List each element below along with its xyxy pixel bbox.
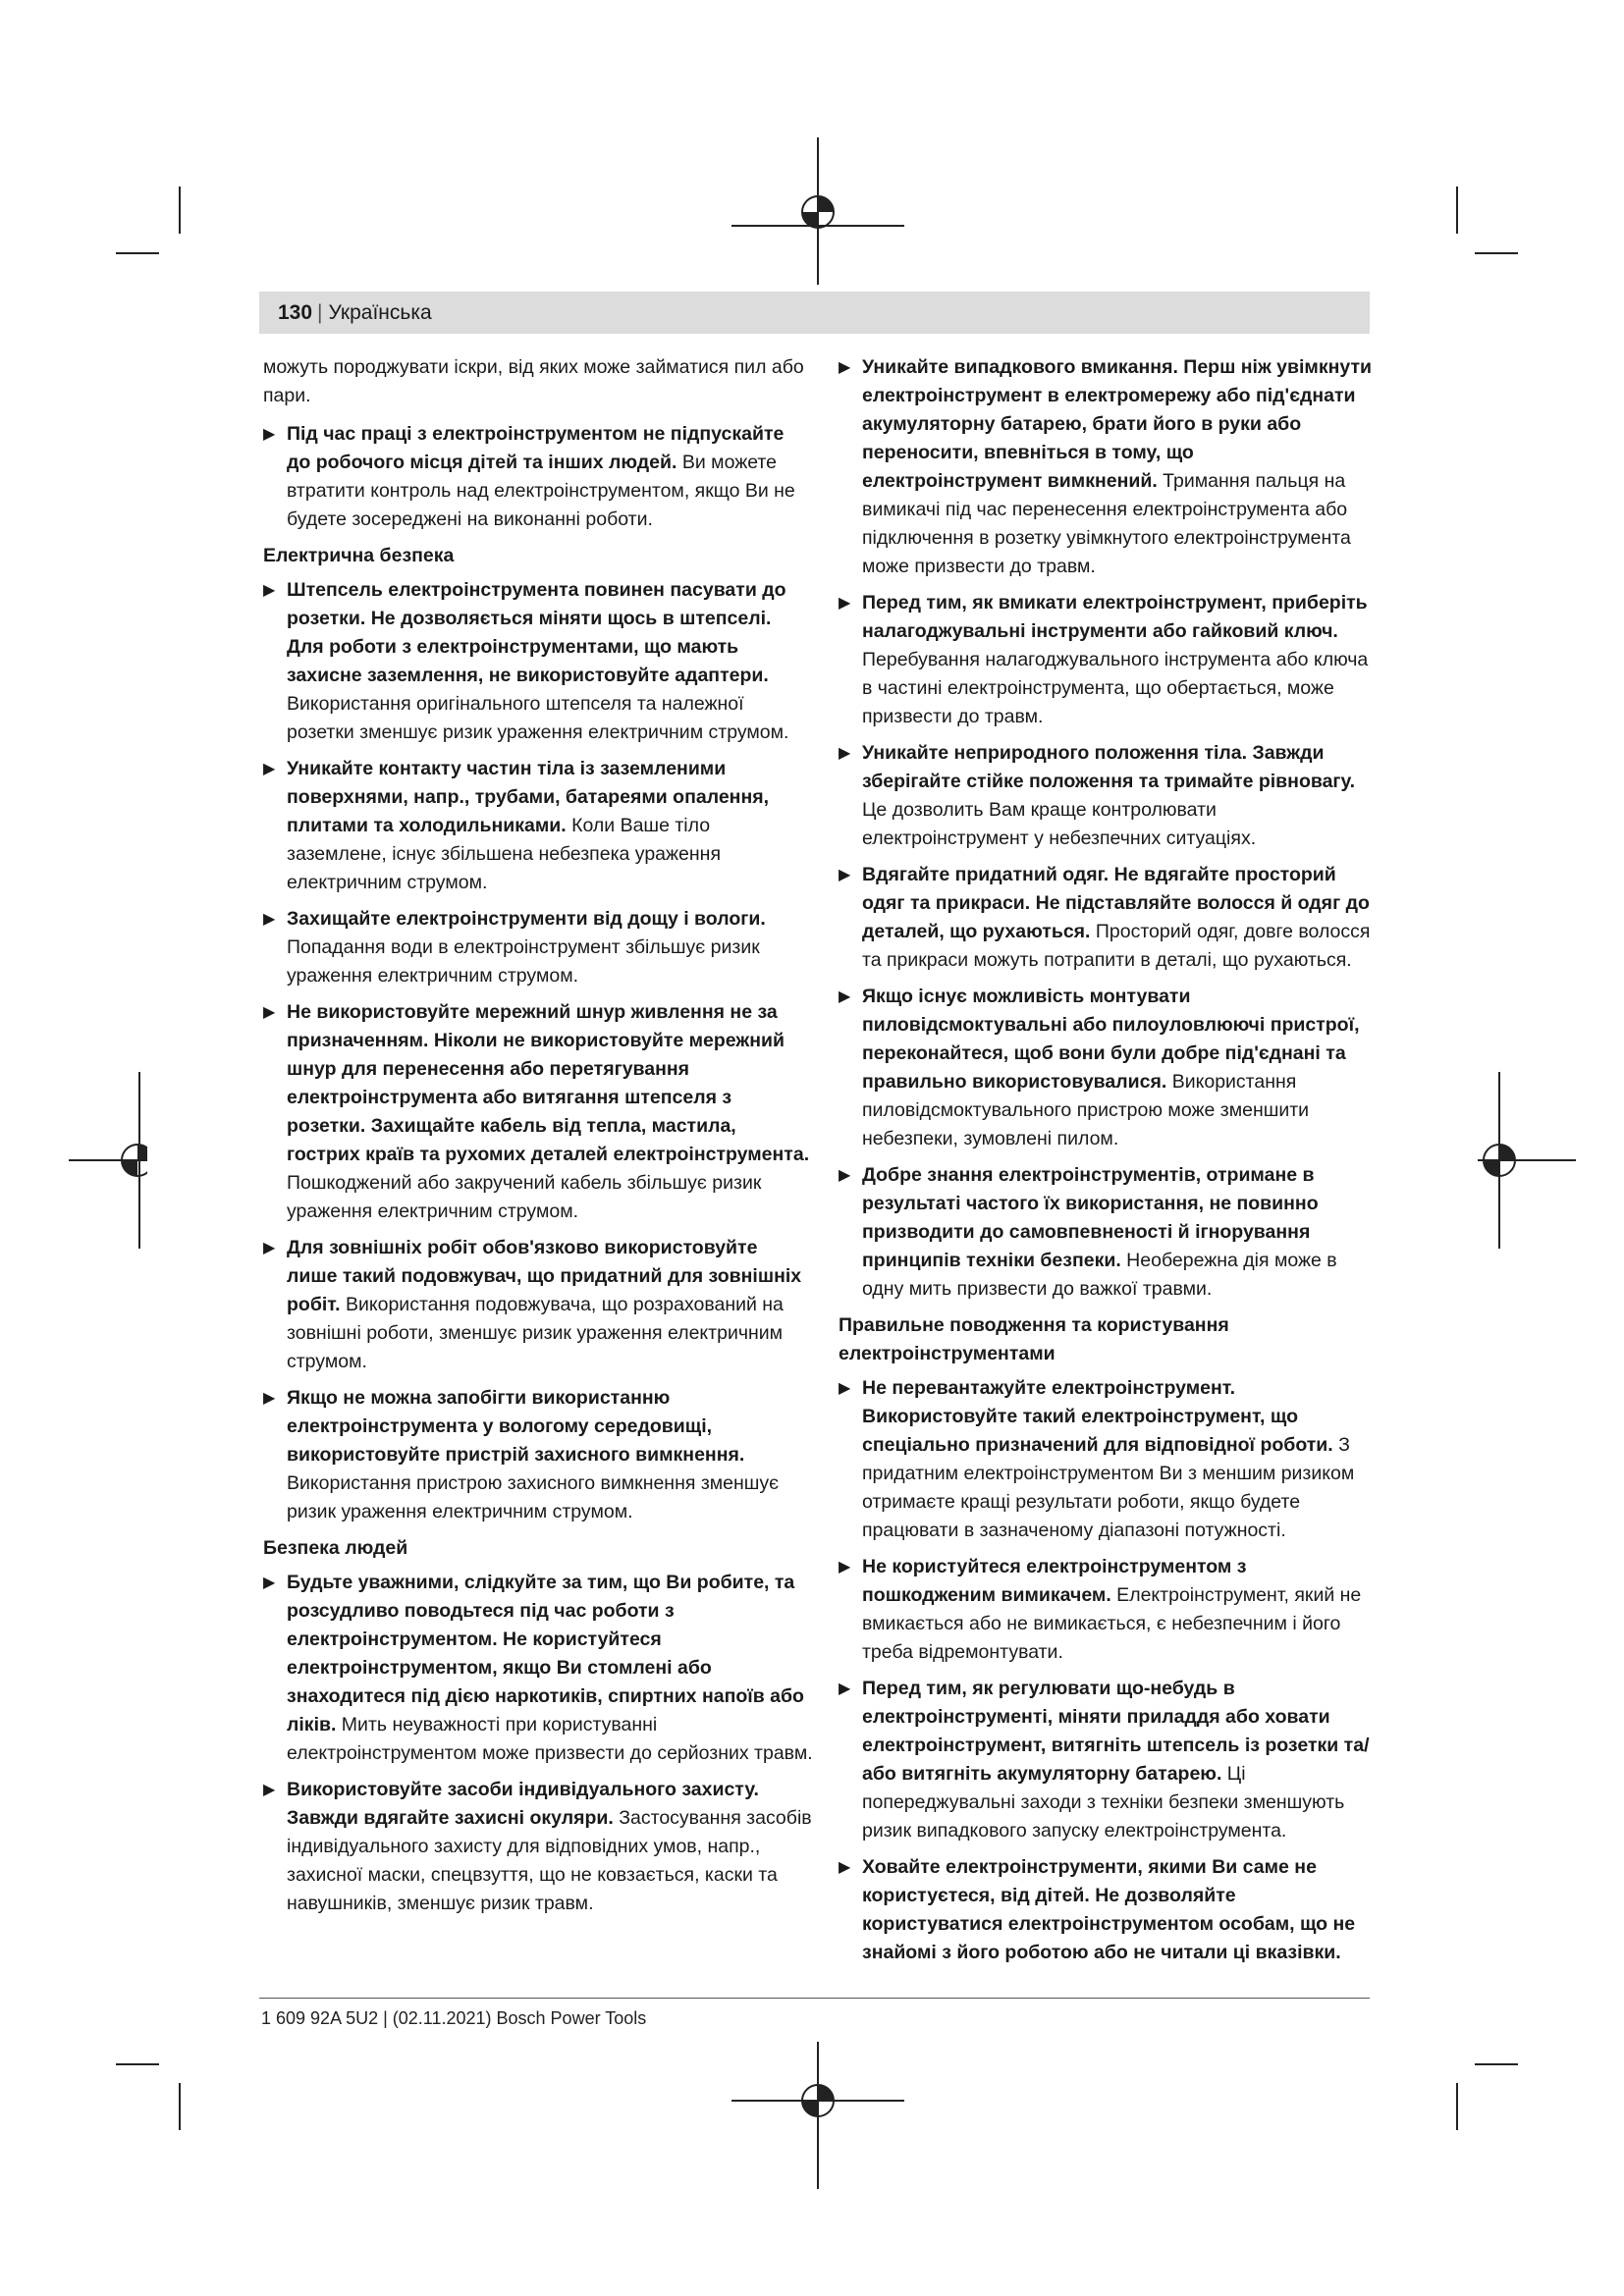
list-item: [263, 755, 813, 897]
bullet-icon: ▶: [839, 1681, 851, 1697]
page-header: [259, 292, 1370, 334]
page-footer: 1 609 92A 5U2 | (02.11.2021) Bosch Power Tools: [261, 2008, 647, 2028]
registration-mark-bottom-icon: [731, 2042, 904, 2189]
item-text: Використання пристрою захисного вимкнення зменшує ризик ураження електричним струмом.: [287, 1472, 780, 1522]
list-item: [263, 1776, 813, 1918]
heading-personal-safety: Безпека людей: [263, 1537, 408, 1559]
crop-mark-top-left-v: [179, 187, 181, 234]
left-column: [263, 353, 813, 1926]
list-item: [839, 1853, 1375, 1967]
crop-mark-bottom-left-h: [116, 2063, 159, 2065]
bullet-icon: ▶: [263, 1004, 276, 1021]
list-item: [263, 1384, 813, 1526]
item-text: Просторий одяг, довге волосся та прикраси можуть потрапити в деталі, що рухаються.: [862, 921, 1371, 971]
item-bold: Будьте уважними, слідкуйте за тим, що Ви робите, та розсудливо поводьтеся під час роботи з електроінструментом. Не користуйтеся електроінструментом, якщо Ви стомлені або знаходитеся під дією наркотиків, спиртних напоїв або ліків.: [287, 1572, 804, 1735]
item-text: З придатним електроінструментом Ви з меншим ризиком отримаєте кращі результати роботи, якщо будете працювати в зазначеному діапазоні потужності.: [862, 1434, 1355, 1541]
item-text: Використання оригінального штепселя та належної розетки зменшує ризик ураження електричним струмом.: [287, 693, 789, 743]
item-bold: Вдягайте придатний одяг. Не вдягайте просторий одяг та прикраси. Не підставляйте волосся й одяг до деталей, що рухаються.: [862, 864, 1370, 942]
bullet-icon: ▶: [839, 745, 851, 762]
list-item: [263, 420, 813, 534]
bullet-icon: ▶: [263, 911, 276, 928]
item-text: Тримання пальця на вимикачі під час перенесення електроінструмента або підключення в розетку увімкнутого електроінструмента може призвести до травм.: [862, 470, 1351, 577]
bullet-icon: ▶: [839, 1859, 851, 1876]
bullet-icon: ▶: [263, 1575, 276, 1591]
list-item: [839, 1675, 1375, 1845]
item-text: Ви можете втратити контроль над електроінструментом, якщо Ви не будете зосереджені на виконанні роботи.: [287, 452, 795, 530]
bullet-icon: ▶: [839, 867, 851, 883]
list-item: [839, 1161, 1375, 1304]
header-separator: |: [317, 300, 323, 324]
item-bold: Уникайте неприродного положення тіла. Завжди зберігайте стійке положення та тримайте рівновагу.: [862, 742, 1356, 792]
bullet-icon: ▶: [263, 1782, 276, 1798]
item-bold: Перед тим, як вмикати електроінструмент, приберіть налагоджувальні інструменти або гайковий ключ.: [862, 592, 1368, 642]
list-item: [839, 739, 1375, 853]
item-text: Перебування налагоджувального інструмента або ключа в частині електроінструмента, що обертається, може призвести до травм.: [862, 649, 1369, 727]
header-language: Українська: [328, 300, 432, 324]
bullet-icon: ▶: [839, 988, 851, 1005]
bullet-icon: ▶: [263, 426, 276, 443]
item-text: Коли Ваше тіло заземлене, існує збільшена небезпека ураження електричним струмом.: [287, 815, 721, 893]
bullet-icon: ▶: [263, 582, 276, 599]
item-bold: Захищайте електроінструменти від дощу і вологи.: [287, 908, 766, 930]
intro-paragraph: можуть породжувати іскри, від яких може займатися пил або пари.: [263, 356, 804, 406]
item-text: Використання подовжувача, що розрахований на зовнішні роботи, зменшує ризик ураження електричним струмом.: [287, 1294, 784, 1372]
item-bold: Штепсель електроінструмента повинен пасувати до розетки. Не дозволяється міняти щось в штепселі. Для роботи з електроінструментами, що мають захисне заземлення, не використовуйте адаптери.: [287, 579, 786, 686]
item-bold: Якщо не можна запобігти використанню електроінструмента у вологому середовищі, використовуйте пристрій захисного вимкнення.: [287, 1387, 745, 1466]
list-item: [839, 589, 1375, 731]
item-text: Мить неуважності при користуванні електроінструментом може призвести до серйозних травм.: [287, 1714, 813, 1764]
list-item: [263, 998, 813, 1226]
footer-divider: [259, 1998, 1370, 1999]
list-item: [263, 1569, 813, 1768]
list-item: [839, 353, 1375, 581]
item-bold: Під час праці з електроінструментом не підпускайте до робочого місця дітей та інших людей.: [287, 423, 785, 473]
crop-mark-bottom-right-v: [1456, 2083, 1458, 2130]
list-item: [839, 861, 1375, 975]
list-item: [839, 983, 1375, 1153]
list-item: [263, 1234, 813, 1376]
bullet-icon: ▶: [263, 761, 276, 777]
crop-mark-bottom-right-h: [1475, 2063, 1518, 2065]
bullet-icon: ▶: [263, 1240, 276, 1256]
item-bold: Використовуйте засоби індивідуального захисту. Завжди вдягайте захисні окуляри.: [287, 1779, 759, 1829]
crop-mark-top-right-v: [1456, 187, 1458, 234]
bullet-icon: ▶: [839, 1559, 851, 1575]
list-item: [263, 576, 813, 747]
item-text: Використання пиловідсмоктувального пристрою може зменшити небезпеки, зумовлені пилом.: [862, 1071, 1310, 1149]
crop-mark-top-right-h: [1475, 252, 1518, 254]
page-number: 130: [278, 300, 313, 324]
item-bold: Добре знання електроінструментів, отримане в результаті частого їх використання, не повинно призводити до самовпевненості й ігнорування принципів техніки безпеки.: [862, 1164, 1319, 1271]
item-bold: Не перевантажуйте електроінструмент. Використовуйте такий електроінструмент, що спеціально призначений для відповідної роботи.: [862, 1377, 1333, 1456]
bullet-icon: ▶: [839, 1380, 851, 1397]
list-item: [263, 905, 813, 990]
bullet-icon: ▶: [839, 359, 851, 376]
bullet-icon: ▶: [839, 1167, 851, 1184]
item-bold: Не користуйтеся електроінструментом з пошкодженим вимикачем.: [862, 1556, 1247, 1606]
item-bold: Для зовнішніх робіт обов'язково використовуйте лише такий подовжувач, що придатний для зовнішніх робіт.: [287, 1237, 802, 1315]
list-item: [839, 1553, 1375, 1667]
bullet-icon: ▶: [839, 595, 851, 612]
item-bold: Уникайте випадкового вмикання. Перш ніж увімкнути електроінструмент в електромережу або під'єднати акумуляторну батарею, брати його в руки або переносити, впевніться в тому, що електроінструмент вимкнений.: [862, 356, 1373, 492]
item-text: Попадання води в електроінструмент збільшує ризик ураження електричним струмом.: [287, 936, 760, 987]
item-bold: Ховайте електроінструменти, якими Ви саме не користуєтеся, від дітей. Не дозволяйте користуватися електроінструментом особам, що не знайомі з його роботою або не читали ці вказівки.: [862, 1856, 1356, 1963]
registration-mark-top-icon: [731, 137, 904, 285]
registration-mark-left-icon: [69, 1072, 147, 1249]
item-text: Це дозволить Вам краще контролювати електроінструмент у небезпечних ситуаціях.: [862, 799, 1257, 849]
item-text: Пошкоджений або закручений кабель збільшує ризик ураження електричним струмом.: [287, 1172, 762, 1222]
item-text: Ці попереджувальні заходи з техніки безпеки зменшують ризик випадкового запуску електроінструмента.: [862, 1763, 1345, 1842]
item-text: Електроінструмент, який не вмикається або не вимикається, є небезпечним і його треба відремонтувати.: [862, 1584, 1362, 1663]
item-bold: Уникайте контакту частин тіла із заземленими поверхнями, напр., трубами, батареями опалення, плитами та холодильниками.: [287, 758, 770, 836]
item-bold: Якщо існує можливість монтувати пиловідсмоктувальні або пилоуловлюючі пристрої, переконайтеся, щоб вони були добре під'єднані та правильно використовувалися.: [862, 986, 1360, 1093]
heading-electrical-safety: Електрична безпека: [263, 545, 455, 566]
crop-mark-bottom-left-v: [179, 2083, 181, 2130]
heading-tool-handling: Правильне поводження та користування електроінструментами: [839, 1314, 1229, 1364]
bullet-icon: ▶: [263, 1390, 276, 1407]
crop-mark-top-left-h: [116, 252, 159, 254]
item-text: Застосування засобів індивідуального захисту для відповідних умов, напр., захисної маски, спецвзуття, що не ковзається, каски та навушників, зменшує ризик травм.: [287, 1807, 812, 1914]
registration-mark-right-icon: [1478, 1072, 1576, 1249]
list-item: [839, 1374, 1375, 1545]
item-bold: Перед тим, як регулювати що-небудь в електроінструменті, міняти приладдя або ховати електроінструмент, витягніть штепсель із розетки та/або витягніть акумуляторну батарею.: [862, 1678, 1370, 1785]
right-column: [839, 353, 1375, 1975]
item-text: Необережна дія може в одну мить призвести до важкої травми.: [862, 1250, 1337, 1300]
item-bold: Не використовуйте мережний шнур живлення не за призначенням. Ніколи не використовуйте мережний шнур для перенесення або перетягування електроінструмента або витягання штепселя з розетки. Захищайте кабель від тепла, мастила, гострих країв та рухомих деталей електроінструмента.: [287, 1001, 810, 1165]
